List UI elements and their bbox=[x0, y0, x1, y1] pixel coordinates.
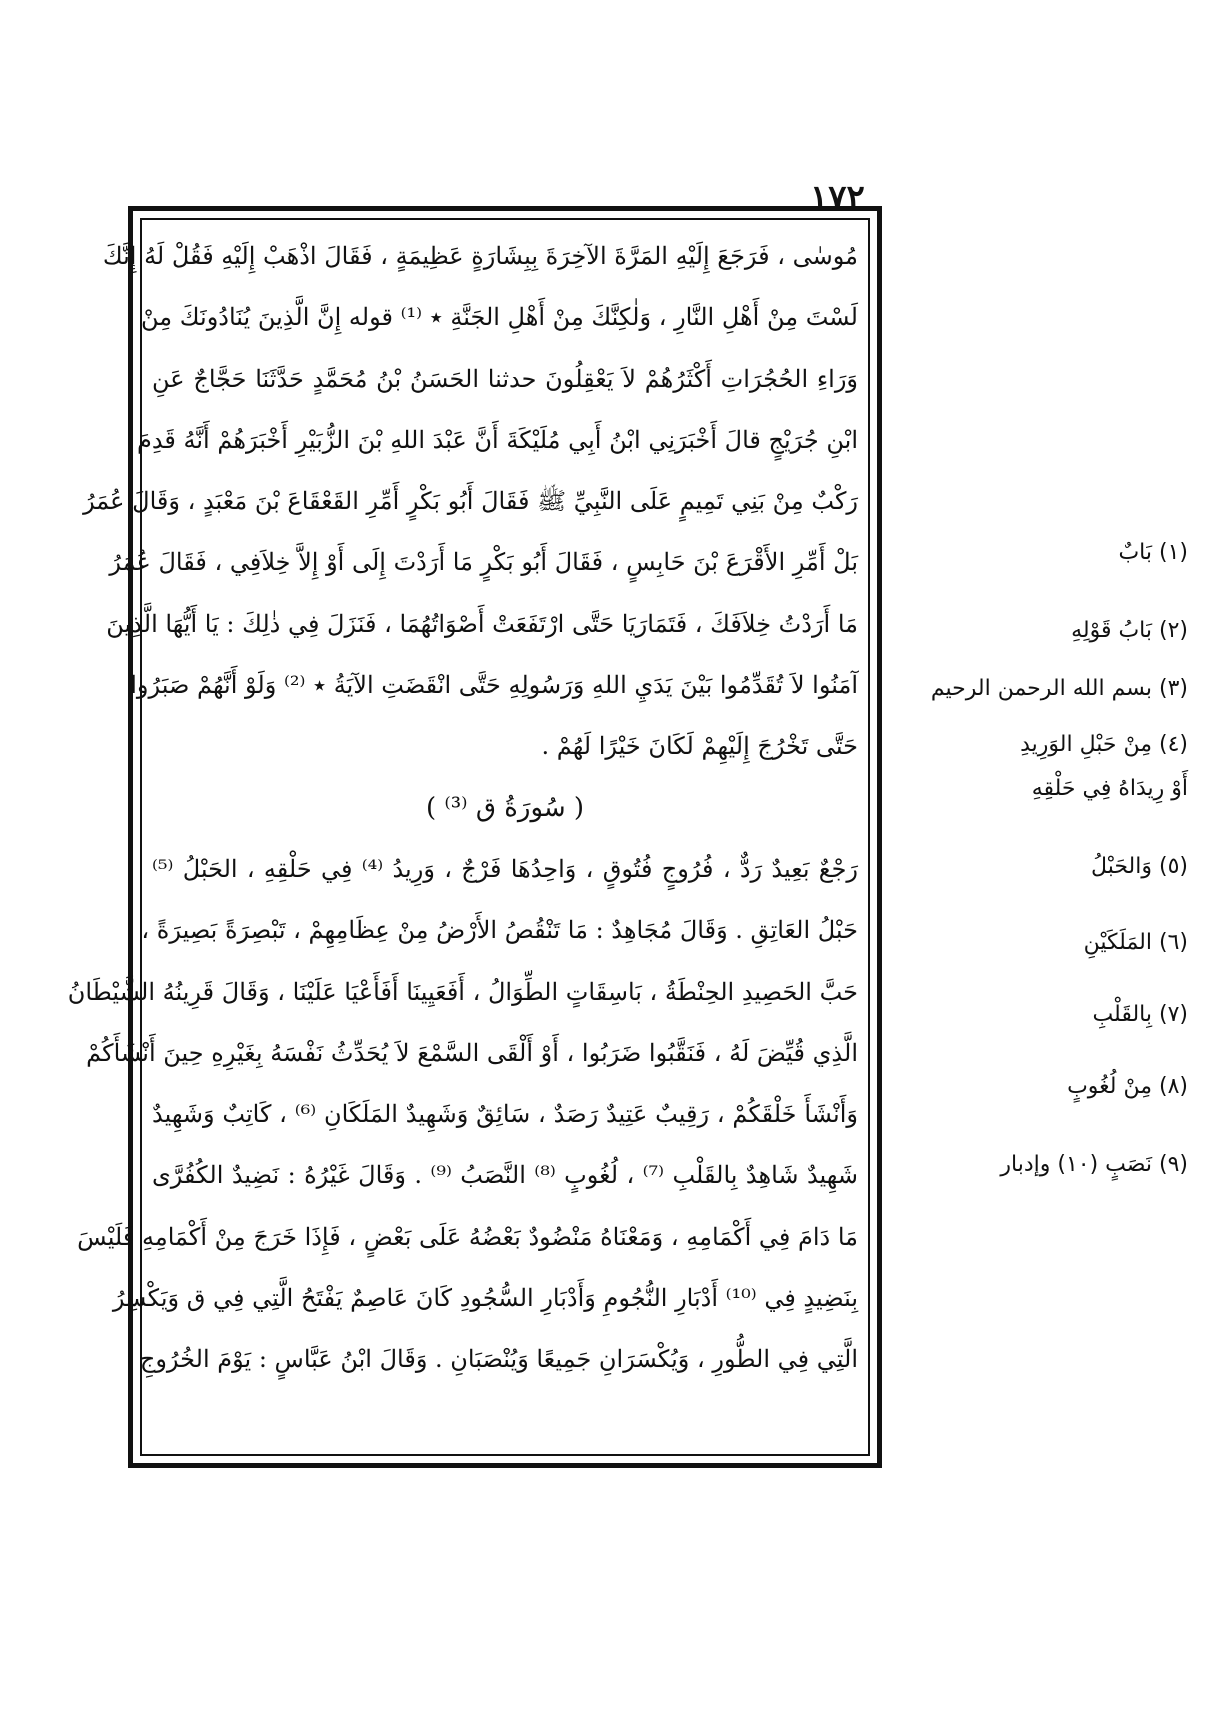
text-line: لَسْتَ مِنْ أَهْلِ النَّارِ ، وَلٰكِنَّكَ مِنْ أَهْلِ الجَنَّةِ ٭ ⁽¹⁾ قوله إِنَّ الَّذِينَ يُنَادُونَكَ مِنْ bbox=[141, 303, 858, 332]
text-line: مَا أَرَدْتُ خِلاَفَكَ ، فَتَمَارَيَا حَتَّى ارْتَفَعَتْ أَصْوَاتُهُمَا ، فَنَزَلَ فِي ذٰلِكَ : يَا أَيُّهَا الَّذِينَ bbox=[106, 609, 858, 638]
text-line: رَجْعٌ بَعِيدٌ رَدٌّ ، فُرُوجٍ فُتُوقٍ ، وَاحِدُهَا فَرْجٌ ، وَرِيدُ ⁽⁴⁾ فِي حَلْقِهِ ، الحَبْلُ ⁽⁵⁾ bbox=[152, 854, 858, 883]
margin-note: (٥) وَالحَبْلُ bbox=[1091, 854, 1188, 879]
text-line: الَّذِي قُيِّضَ لَهُ ، فَنَقَّبُوا ضَرَبُوا ، أَوْ أَلْقَى السَّمْعَ لاَ يُحَدِّثُ نَفْسَهُ بِغَيْرِهِ حِينَ أَنْشَأَكُمْ bbox=[86, 1038, 858, 1067]
margin-note: أَوْ رِيدَاهُ فِي حَلْقِهِ bbox=[1031, 776, 1188, 801]
margin-note: (٧) بِالقَلْبِ bbox=[1092, 1002, 1188, 1027]
margin-note: (١) بَابٌ bbox=[1118, 540, 1188, 565]
text-line: وَأَنْشَأَ خَلْقَكُمْ ، رَقِيبٌ عَتِيدٌ رَصَدٌ ، سَائِقٌ وَشَهِيدٌ المَلَكَانِ ⁽⁶⁾ ، كَاتِبٌ وَشَهِيدٌ bbox=[152, 1100, 858, 1129]
text-line: حَتَّى تَخْرُجَ إِلَيْهِمْ لَكَانَ خَيْرًا لَهُمْ . bbox=[541, 732, 858, 761]
margin-note: (٤) مِنْ حَبْلِ الوَرِيدِ bbox=[1020, 732, 1188, 757]
text-line: آمَنُوا لاَ تُقَدِّمُوا بَيْنَ يَدَيِ اللهِ وَرَسُولِهِ حَتَّى انْقَضَتِ الآيَةُ ٭ ⁽²⁾ وَلَوْ أَنَّهُمْ صَبَرُوا bbox=[130, 671, 858, 700]
margin-note: (٦) المَلَكَيْنِ bbox=[1083, 930, 1188, 955]
text-line: مَا دَامَ فِي أَكْمَامِهِ ، وَمَعْنَاهُ مَنْضُودٌ بَعْضُهُ عَلَى بَعْضٍ ، فَإِذَا خَرَجَ مِنْ أَكْمَامِهِ فَلَيْسَ bbox=[77, 1222, 858, 1251]
text-line: وَرَاءِ الحُجُرَاتِ أَكْثَرُهُمْ لاَ يَعْقِلُونَ حدثنا الحَسَنُ بْنُ مُحَمَّدٍ حَدَّثَنَا حَجَّاجٌ عَنِ bbox=[152, 364, 858, 393]
text-line: شَهِيدٌ شَاهِدٌ بِالقَلْبِ ⁽⁷⁾ ، لُغُوبٍ ⁽⁸⁾ النَّصَبُ ⁽⁹⁾ . وَقَالَ غَيْرُهُ : نَضِيدٌ الكُفُرَّى bbox=[152, 1161, 858, 1190]
margin-note: (٩) نَصَبٍ (١٠) وإدبار bbox=[1000, 1152, 1188, 1177]
text-line: حَبْلُ العَاتِقِ . وَقَالَ مُجَاهِدٌ : مَا تَنْقُصُ الأَرْضُ مِنْ عِظَامِهِمْ ، تَبْصِرَةً بَصِيرَةً ، bbox=[141, 916, 858, 945]
page-number: ١٧٢ bbox=[810, 178, 865, 218]
margin-note: (٢) بَابُ قَوْلِهِ bbox=[1071, 618, 1188, 643]
margin-note: (٣) بسم الله الرحمن الرحيم bbox=[930, 676, 1188, 701]
main-text bbox=[67, 226, 858, 1391]
text-line: ابْنِ جُرَيْجٍ قالَ أَخْبَرَنِي ابْنُ أَبِي مُلَيْكَةَ أَنَّ عَبْدَ اللهِ بْنَ الزُّبَيْرِ أَخْبَرَهُمْ أَنَّهُ قَدِمَ bbox=[136, 425, 858, 454]
text-line: مُوسٰى ، فَرَجَعَ إِلَيْهِ المَرَّةَ الآخِرَةَ بِبِشَارَةٍ عَظِيمَةٍ ، فَقَالَ اذْهَبْ إِلَيْهِ فَقُلْ لَهُ إِنَّكَ bbox=[102, 242, 858, 270]
surah-heading: ( سُورَةُ ق ⁽³⁾ ) bbox=[425, 792, 585, 823]
text-line: الَّتِي فِي الطُّورِ ، وَيُكْسَرَانِ جَمِيعًا وَيُنْصَبَانِ . وَقَالَ ابْنُ عَبَّاسٍ : يَوْمَ الخُرُوجِ bbox=[139, 1345, 858, 1374]
text-line: بِنَضِيدٍ فِي ⁽¹⁰⁾ أَدْبَارِ النُّجُومِ وَأَدْبَارِ السُّجُودِ كَانَ عَاصِمٌ يَفْتَحُ الَّتِي فِي ق وَيَكْسِرُ bbox=[112, 1284, 858, 1313]
text-line: بَلْ أَمِّرِ الأَقْرَعَ بْنَ حَابِسٍ ، فَقَالَ أَبُو بَكْرٍ مَا أَرَدْتَ إِلَى أَوْ إِلاَّ خِلاَفِي ، فَقَالَ عُمَرُ bbox=[109, 548, 858, 577]
text-line: رَكْبٌ مِنْ بَنِي تَمِيمٍ عَلَى النَّبِيِّ ﷺ فَقَالَ أَبُو بَكْرٍ أَمِّرِ القَعْقَاعَ بْنَ مَعْبَدٍ ، وَقَالَ عُمَرُ bbox=[83, 487, 858, 516]
margin-note: (٨) مِنْ لُغُوبٍ bbox=[1067, 1074, 1188, 1099]
text-line: حَبَّ الحَصِيدِ الحِنْطَةُ ، بَاسِقَاتٍ الطِّوَالُ ، أَفَعَيِينَا أَفَأَعْيَا عَلَيْنَا ، وَقَالَ قَرِينُهُ الشَّيْطَانُ bbox=[67, 977, 858, 1006]
